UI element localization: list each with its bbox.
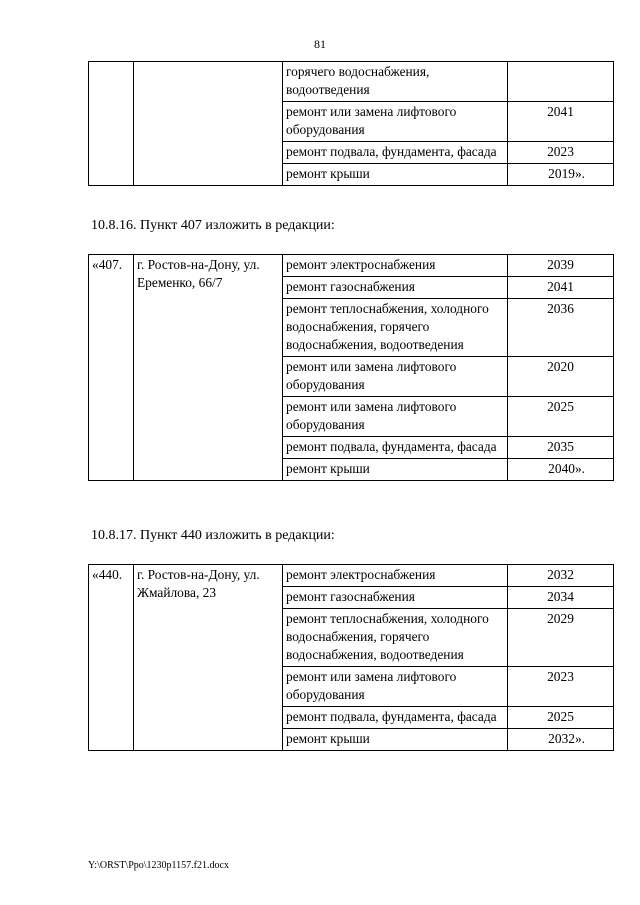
work-cell: ремонт теплоснабжения, холодного водоснабжения, горячего водоснабжения, водоотведения (283, 609, 508, 667)
work-cell: ремонт или замена лифтового оборудования (283, 357, 508, 397)
work-cell: ремонт электроснабжения (283, 255, 508, 277)
year-cell: 2039 (508, 255, 614, 277)
year-cell: 2025 (508, 707, 614, 729)
year-cell: 2032». (508, 729, 614, 751)
address-cell (134, 62, 283, 186)
year-cell: 2036 (508, 299, 614, 357)
year-cell: 2023 (508, 142, 614, 164)
work-cell: ремонт крыши (283, 164, 508, 186)
item-number: «440. (89, 565, 134, 751)
year-cell: 2029 (508, 609, 614, 667)
work-cell: ремонт подвала, фундамента, фасада (283, 437, 508, 459)
work-cell: ремонт или замена лифтового оборудования (283, 102, 508, 142)
continuation-table (88, 61, 614, 186)
work-cell: ремонт подвала, фундамента, фасада (283, 707, 508, 729)
work-cell: ремонт или замена лифтового оборудования (283, 397, 508, 437)
work-cell: ремонт газоснабжения (283, 587, 508, 609)
table-row (89, 565, 614, 587)
table-row (89, 62, 614, 102)
item-440-table (88, 564, 614, 751)
year-cell: 2025 (508, 397, 614, 437)
year-cell: 2034 (508, 587, 614, 609)
item-address: г. Ростов-на-Дону, ул. Жмайлова, 23 (134, 565, 283, 751)
work-cell: ремонт теплоснабжения, холодного водоснабжения, горячего водоснабжения, водоотведения (283, 299, 508, 357)
year-cell (508, 62, 614, 102)
year-cell: 2041 (508, 277, 614, 299)
section-heading: 10.8.17. Пункт 440 изложить в редакции: (91, 528, 335, 543)
work-cell: горячего водоснабжения, водоотведения (283, 62, 508, 102)
work-cell: ремонт крыши (283, 459, 508, 481)
item-address: г. Ростов-на-Дону, ул. Еременко, 66/7 (134, 255, 283, 481)
work-cell: ремонт газоснабжения (283, 277, 508, 299)
number-cell (89, 62, 134, 186)
page-number: 81 (314, 37, 326, 51)
work-cell: ремонт или замена лифтового оборудования (283, 667, 508, 707)
year-cell: 2023 (508, 667, 614, 707)
work-cell: ремонт электроснабжения (283, 565, 508, 587)
work-cell: ремонт крыши (283, 729, 508, 751)
work-cell: ремонт подвала, фундамента, фасада (283, 142, 508, 164)
table-row (89, 255, 614, 277)
year-cell: 2020 (508, 357, 614, 397)
year-cell: 2032 (508, 565, 614, 587)
item-number: «407. (89, 255, 134, 481)
year-cell: 2035 (508, 437, 614, 459)
year-cell: 2019». (508, 164, 614, 186)
section-heading: 10.8.16. Пункт 407 изложить в редакции: (91, 218, 335, 233)
file-path-footer: Y:\ORST\Ppo\1230p1157.f21.docx (88, 860, 229, 871)
year-cell: 2040». (508, 459, 614, 481)
year-cell: 2041 (508, 102, 614, 142)
item-407-table (88, 254, 614, 481)
